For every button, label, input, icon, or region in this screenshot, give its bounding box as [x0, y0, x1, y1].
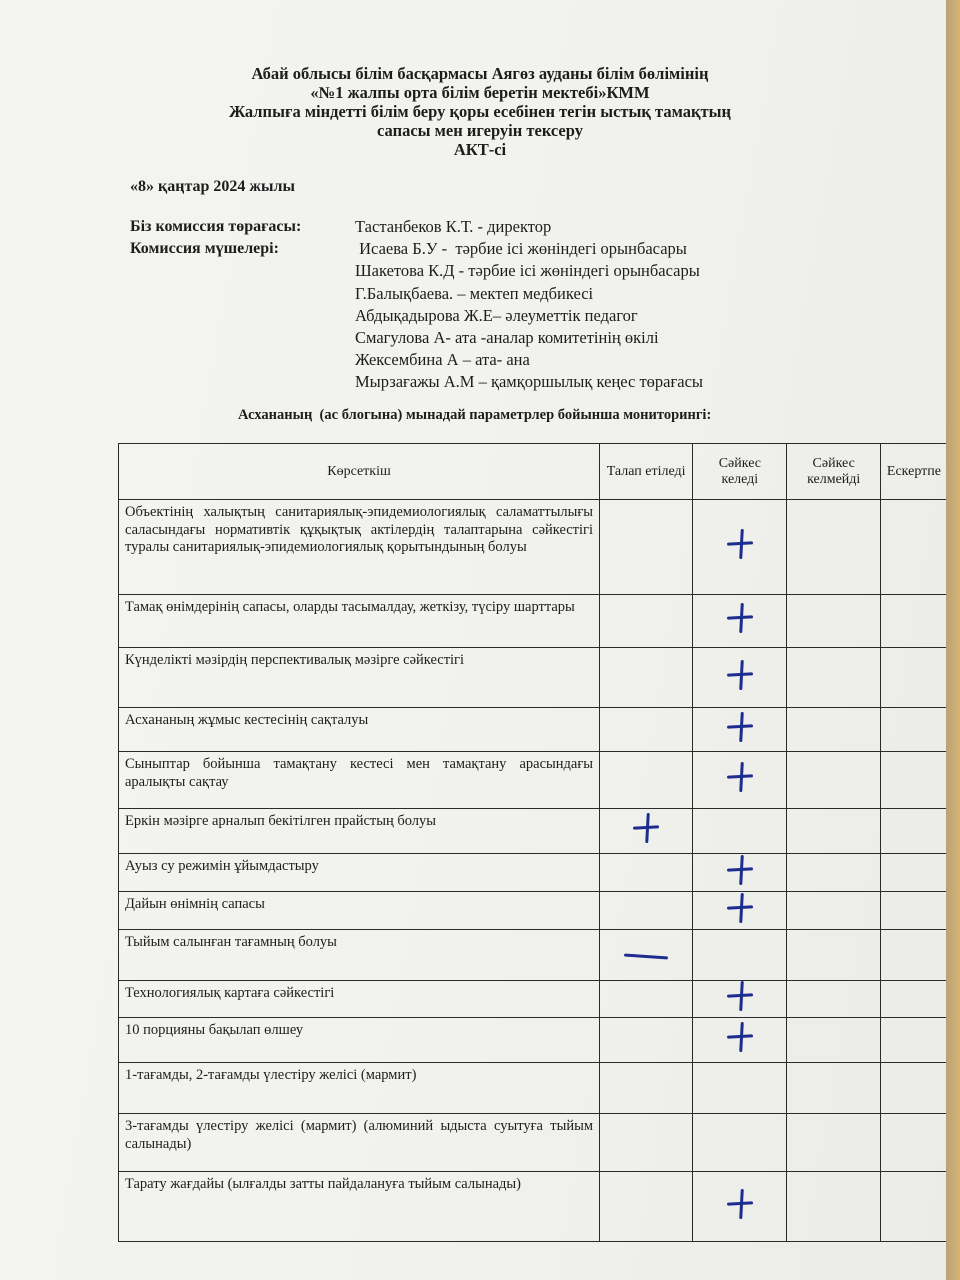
mark-cell [787, 595, 880, 648]
indicator-cell: Күнделікті мәзірдің перспективалық мәзірге сәйкестігі [119, 648, 600, 708]
commission-member: Абдықадырова Ж.Е– әлеуметтік педагог [355, 305, 638, 325]
table-row [119, 1172, 948, 1242]
document-title: АКТ-сі [453, 140, 507, 159]
mark-cell [600, 809, 693, 854]
mark-cell [693, 809, 787, 854]
commission-member: Мырзағажы А.М – қамқоршылық кеңес төрағасы [355, 372, 703, 392]
mark-cell [693, 1172, 787, 1242]
commission-members-list [355, 216, 703, 394]
commission-member: Жексембина А – ата- ана [355, 350, 530, 370]
table-row [119, 708, 948, 752]
mark-cell [600, 500, 693, 595]
mark-cell [880, 708, 947, 752]
handwritten-plus-mark [727, 855, 753, 885]
table-row [119, 981, 948, 1018]
mark-cell [693, 892, 787, 930]
mark-cell [600, 1063, 693, 1114]
mark-cell [600, 981, 693, 1018]
mark-cell [600, 892, 693, 930]
mark-cell [693, 1114, 787, 1172]
header-compliant: Сәйкес келеді [693, 444, 787, 500]
handwritten-plus-mark [727, 712, 753, 742]
indicator-cell: Еркін мәзірге арналып бекітілген прайстың болуы [119, 809, 600, 854]
mark-cell [787, 1114, 880, 1172]
indicator-cell: 3-тағамды үлестіру желісі (мармит) (алюминий ыдыста суытуға тыйым салынады) [119, 1114, 600, 1172]
mark-cell [693, 930, 787, 981]
table-row [119, 854, 948, 892]
handwritten-plus-mark [727, 762, 753, 792]
mark-cell [880, 1172, 947, 1242]
header-line-school: «№1 жалпы орта білім беретін мектебі»КММ [310, 83, 650, 102]
table-row [119, 648, 948, 708]
header-note: Ескертпе [880, 444, 947, 500]
mark-cell [880, 892, 947, 930]
handwritten-plus-mark [633, 813, 659, 843]
header-line-subject: Жалпыға міндетті білім беру қоры есебінен тегін ыстық тамақтың [229, 102, 731, 121]
indicator-cell: Асхананың жұмыс кестесінің сақталуы [119, 708, 600, 752]
table-row [119, 500, 948, 595]
mark-cell [693, 500, 787, 595]
table-row [119, 595, 948, 648]
handwritten-plus-mark [727, 1022, 753, 1052]
handwritten-dash-mark [624, 954, 668, 960]
mark-cell [693, 752, 787, 809]
mark-cell [693, 981, 787, 1018]
mark-cell [693, 595, 787, 648]
mark-cell [693, 708, 787, 752]
mark-cell [787, 892, 880, 930]
mark-cell [693, 854, 787, 892]
header-indicator: Көрсеткіш [119, 444, 600, 500]
handwritten-plus-mark [727, 529, 753, 559]
mark-cell [600, 648, 693, 708]
mark-cell [600, 854, 693, 892]
indicator-cell: 1-тағамды, 2-тағамды үлестіру желісі (мармит) [119, 1063, 600, 1114]
handwritten-plus-mark [727, 981, 753, 1011]
mark-cell [880, 854, 947, 892]
mark-cell [787, 981, 880, 1018]
commission-member: Исаева Б.У - тәрбие ісі жөніндегі орынбасары [355, 239, 687, 259]
mark-cell [880, 1063, 947, 1114]
mark-cell [600, 595, 693, 648]
mark-cell [787, 1063, 880, 1114]
table-row [119, 1063, 948, 1114]
mark-cell [600, 1172, 693, 1242]
header-line-subject-cont: сапасы мен игеруін тексеру [377, 121, 583, 140]
mark-cell [787, 809, 880, 854]
monitoring-table [118, 443, 948, 1242]
commission-member: Г.Балықбаева. – мектеп медбикесі [355, 283, 594, 303]
mark-cell [787, 752, 880, 809]
mark-cell [880, 809, 947, 854]
commission-chair-label: Біз комиссия төрағасы: [130, 218, 302, 235]
mark-cell [600, 930, 693, 981]
mark-cell [600, 1114, 693, 1172]
handwritten-plus-mark [727, 893, 753, 923]
mark-cell [787, 930, 880, 981]
mark-cell [880, 1018, 947, 1063]
mark-cell [693, 1018, 787, 1063]
indicator-cell: 10 порцияны бақылап өлшеу [119, 1018, 600, 1063]
header-line-organization: Абай облысы білім басқармасы Аягөз ауданы білім бөлімінің [251, 64, 709, 83]
commission-member: Шакетова К.Д - тәрбие ісі жөніндегі орынбасары [355, 261, 700, 281]
mark-cell [787, 1172, 880, 1242]
handwritten-plus-mark [727, 660, 753, 690]
mark-cell [787, 854, 880, 892]
mark-cell [600, 752, 693, 809]
indicator-cell: Тамақ өнімдерінің сапасы, оларды тасымалдау, жеткізу, түсіру шарттары [119, 595, 600, 648]
mark-cell [787, 1018, 880, 1063]
mark-cell [880, 595, 947, 648]
indicator-cell: Тарату жағдайы (ылғалды затты пайдалануға тыйым салынады) [119, 1172, 600, 1242]
table-header-row [119, 444, 948, 500]
table-row [119, 1114, 948, 1172]
commission-member: Смагулова А- ата -аналар комитетінің өкілі [355, 328, 659, 348]
commission-members-label: Комиссия мүшелері: [130, 240, 279, 257]
mark-cell [600, 1018, 693, 1063]
indicator-cell: Объектінің халықтың санитариялық-эпидемиологиялық саламаттылығы саласындағы нормативтік құқықтық актілердің талаптарына сәйкестігі туралы санитариялық-эпидемиологиялық қорытындының болуы [119, 500, 600, 595]
table-row [119, 1018, 948, 1063]
indicator-cell: Дайын өнімнің сапасы [119, 892, 600, 930]
table-row [119, 809, 948, 854]
mark-cell [880, 648, 947, 708]
indicator-cell: Тыйым салынған тағамның болуы [119, 930, 600, 981]
handwritten-plus-mark [727, 603, 753, 633]
header-noncompliant: Сәйкес келмейді [787, 444, 880, 500]
mark-cell [880, 930, 947, 981]
indicator-cell: Сыныптар бойынша тамақтану кестесі мен тамақтану арасындағы аралықты сақтау [119, 752, 600, 809]
document-date: «8» қаңтар 2024 жылы [130, 178, 295, 195]
mark-cell [880, 1114, 947, 1172]
table-row [119, 930, 948, 981]
mark-cell [693, 648, 787, 708]
document-header [160, 64, 800, 159]
header-required: Талап етіледі [600, 444, 693, 500]
handwritten-plus-mark [727, 1189, 753, 1219]
table-row [119, 752, 948, 809]
indicator-cell: Технологиялық картаға сәйкестігі [119, 981, 600, 1018]
mark-cell [880, 981, 947, 1018]
paper-edge [946, 0, 960, 1280]
commission-member: Тастанбеков К.Т. - директор [355, 217, 552, 236]
monitoring-title: Асхананың (ас блогына) мынадай параметрлер бойынша мониторингі: [238, 407, 712, 423]
mark-cell [880, 752, 947, 809]
mark-cell [693, 1063, 787, 1114]
indicator-cell: Ауыз су режимін ұйымдастыру [119, 854, 600, 892]
mark-cell [787, 648, 880, 708]
table-row [119, 892, 948, 930]
mark-cell [787, 500, 880, 595]
mark-cell [600, 708, 693, 752]
mark-cell [787, 708, 880, 752]
mark-cell [880, 500, 947, 595]
